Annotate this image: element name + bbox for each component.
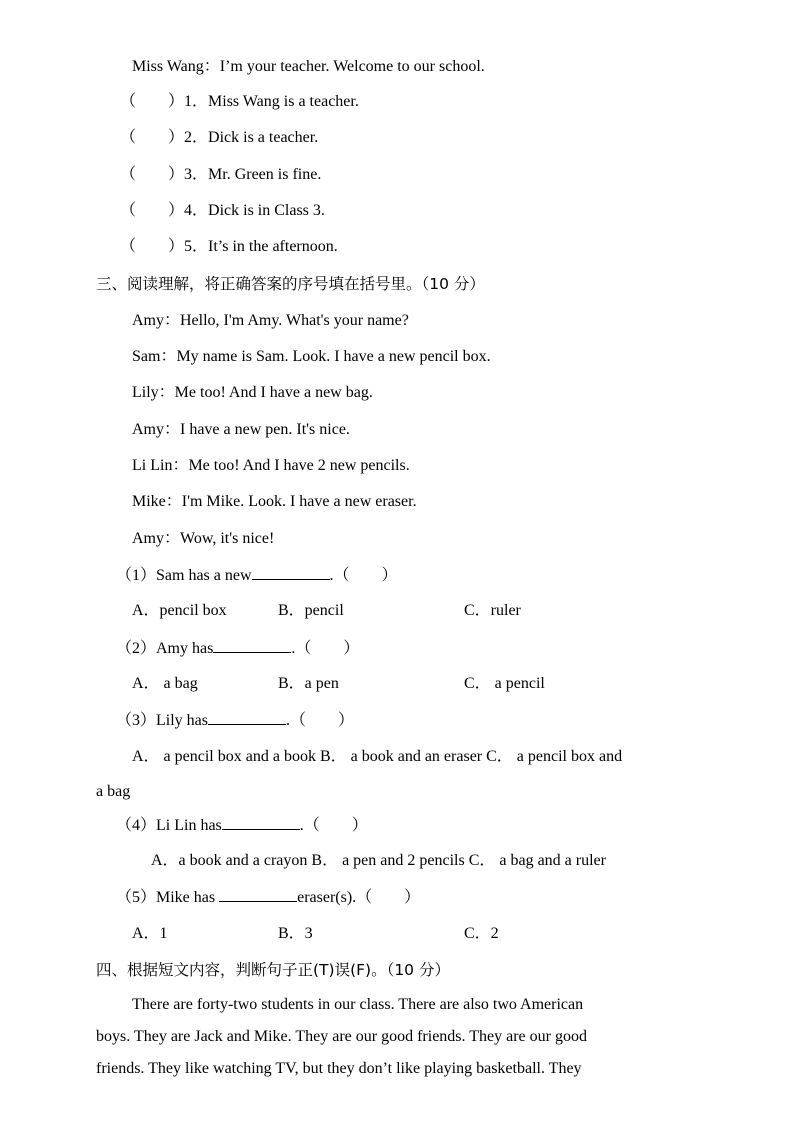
question-stem: （2）Amy has	[116, 640, 214, 657]
question-stem: （3）Lily has	[116, 712, 208, 729]
question-paren[interactable]: .（ ）	[291, 640, 360, 657]
dialog-line: Amy：I have a new pen. It's nice.	[132, 421, 350, 438]
dialog-line: Lily：Me too! And I have a new bag.	[132, 384, 373, 401]
answer-paren[interactable]: （ ）	[120, 166, 185, 183]
tf-item	[120, 128, 318, 148]
options-line-wrap: a bag	[96, 783, 131, 800]
answer-paren[interactable]: （ ）	[120, 93, 185, 110]
answer-paren[interactable]: （ ）	[120, 202, 185, 219]
question-5	[116, 887, 420, 908]
question-4	[116, 815, 368, 836]
question-paren[interactable]: .（ ）	[329, 567, 398, 584]
tf-item-text: 5．It’s in the afternoon.	[184, 238, 338, 255]
answer-blank[interactable]	[222, 815, 300, 830]
question-paren[interactable]: .（ ）	[299, 817, 368, 834]
tf-item	[120, 237, 338, 257]
section-3-heading: 三、阅读理解，将正确答案的序号填在括号里。（10 分）	[96, 275, 485, 293]
question-paren[interactable]: .（ ）	[286, 712, 355, 729]
tf-item	[120, 92, 359, 112]
dialog-line: Amy：Hello, I'm Amy. What's your name?	[132, 312, 409, 329]
option-c: C． a pencil	[464, 675, 545, 692]
dialog-line: Mike：I'm Mike. Look. I have a new eraser.	[132, 493, 417, 510]
option-b: B．a pen	[278, 675, 339, 692]
question-stem: （1）Sam has a new	[116, 567, 252, 584]
dialog-line-miss-wang: Miss Wang：I’m your teacher. Welcome to our school.	[132, 58, 485, 75]
question-1	[116, 565, 398, 586]
answer-paren[interactable]: （ ）	[120, 238, 185, 255]
answer-blank[interactable]	[252, 565, 330, 580]
tf-item-text: 2．Dick is a teacher.	[184, 129, 319, 146]
option-c: C．ruler	[464, 602, 521, 619]
tf-item-text: 4．Dick is in Class 3.	[184, 202, 325, 219]
tf-item-text: 3．Mr. Green is fine.	[184, 166, 322, 183]
option-a: A．1	[132, 925, 168, 942]
question-3	[116, 710, 354, 731]
options-line: A． a pencil box and a book B． a book and an eraser C． a pencil box and	[132, 748, 623, 765]
question-paren[interactable]: eraser(s).（ ）	[297, 889, 421, 906]
option-a: A．pencil box	[132, 602, 227, 619]
option-a: A． a bag	[132, 675, 198, 692]
dialog-line: Sam：My name is Sam. Look. I have a new pencil box.	[132, 348, 491, 365]
answer-paren[interactable]: （ ）	[120, 129, 185, 146]
answer-blank[interactable]	[208, 710, 286, 725]
dialog-line: Li Lin：Me too! And I have 2 new pencils.	[132, 457, 410, 474]
section-4-heading: 四、根据短文内容，判断句子正(T)误(F)。（10 分）	[96, 961, 450, 979]
option-b: B．3	[278, 925, 313, 942]
passage-line: There are forty-two students in our class. There are also two American	[132, 996, 584, 1013]
tf-item	[120, 165, 321, 185]
question-stem: （5）Mike has	[116, 889, 220, 906]
question-stem: （4）Li Lin has	[116, 817, 222, 834]
answer-blank[interactable]	[219, 887, 297, 902]
answer-blank[interactable]	[213, 638, 291, 653]
tf-item-text: 1．Miss Wang is a teacher.	[184, 93, 359, 110]
option-b: B．pencil	[278, 602, 344, 619]
passage-line: boys. They are Jack and Mike. They are our good friends. They are our good	[96, 1028, 587, 1045]
dialog-line: Amy：Wow, it's nice!	[132, 530, 275, 547]
passage-line: friends. They like watching TV, but they don’t like playing basketball. They	[96, 1060, 582, 1077]
option-c: C．2	[464, 925, 499, 942]
tf-item	[120, 201, 325, 221]
question-2	[116, 638, 359, 659]
options-line: A．a book and a crayon B． a pen and 2 pencils C． a bag and a ruler	[151, 852, 606, 869]
